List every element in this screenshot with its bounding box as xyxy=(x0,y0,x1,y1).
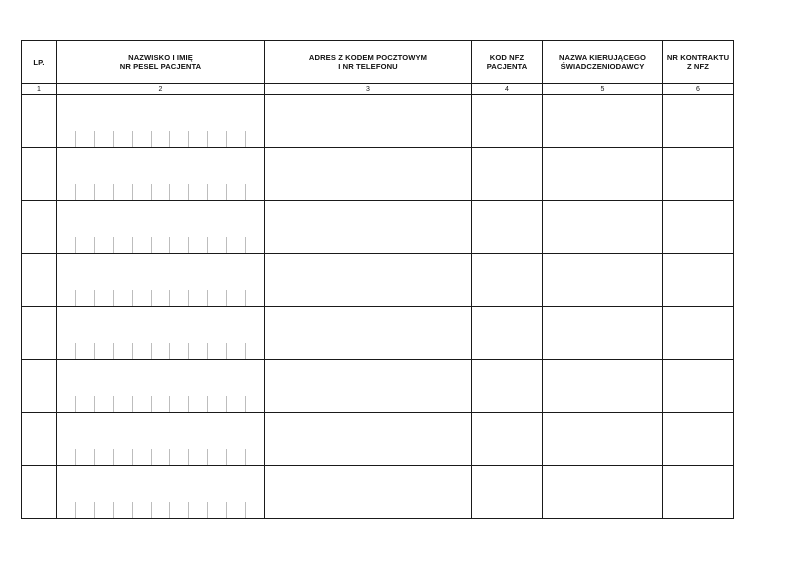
cell-lp[interactable] xyxy=(22,201,57,254)
pesel-digit-box[interactable] xyxy=(188,237,207,253)
cell-address[interactable] xyxy=(265,148,472,201)
table-row xyxy=(22,148,734,201)
patient-register-table xyxy=(21,40,734,519)
cell-contract-number[interactable] xyxy=(663,95,734,148)
cell-lp[interactable] xyxy=(22,307,57,360)
pesel-digit-box[interactable] xyxy=(75,449,94,465)
pesel-digit-box[interactable] xyxy=(132,290,151,306)
cell-contract-number[interactable] xyxy=(663,307,734,360)
cell-name-pesel[interactable] xyxy=(57,201,265,254)
table-row xyxy=(22,307,734,360)
cell-referring-provider[interactable] xyxy=(543,201,663,254)
cell-nfz-code[interactable] xyxy=(472,413,543,466)
column-number: 1 xyxy=(22,84,57,95)
cell-nfz-code[interactable] xyxy=(472,254,543,307)
pesel-digit-box[interactable] xyxy=(151,396,170,412)
pesel-digit-boxes xyxy=(57,343,264,359)
cell-nfz-code[interactable] xyxy=(472,360,543,413)
pesel-digit-box[interactable] xyxy=(75,396,94,412)
table-row xyxy=(22,413,734,466)
pesel-digit-box[interactable] xyxy=(57,184,75,200)
header-address: ADRES Z KODEM POCZTOWYM I NR TELEFONU xyxy=(265,41,472,84)
pesel-digit-box[interactable] xyxy=(151,184,170,200)
pesel-digit-box[interactable] xyxy=(94,131,113,147)
column-number: 6 xyxy=(663,84,734,95)
cell-address[interactable] xyxy=(265,307,472,360)
table-row xyxy=(22,360,734,413)
cell-referring-provider[interactable] xyxy=(543,360,663,413)
pesel-digit-box[interactable] xyxy=(57,343,75,359)
pesel-digit-box[interactable] xyxy=(75,131,94,147)
cell-referring-provider[interactable] xyxy=(543,148,663,201)
pesel-digit-boxes xyxy=(57,184,264,200)
table-body xyxy=(22,95,734,519)
pesel-digit-box[interactable] xyxy=(151,131,170,147)
cell-lp[interactable] xyxy=(22,254,57,307)
pesel-digit-box[interactable] xyxy=(113,290,132,306)
pesel-digit-box[interactable] xyxy=(113,184,132,200)
cell-address[interactable] xyxy=(265,413,472,466)
pesel-digit-box[interactable] xyxy=(226,131,245,147)
cell-name-pesel[interactable] xyxy=(57,254,265,307)
cell-contract-number[interactable] xyxy=(663,254,734,307)
pesel-digit-box[interactable] xyxy=(94,396,113,412)
header-lp: LP. xyxy=(22,41,57,84)
cell-referring-provider[interactable] xyxy=(543,466,663,519)
pesel-digit-box[interactable] xyxy=(113,396,132,412)
table-row xyxy=(22,254,734,307)
pesel-digit-boxes xyxy=(57,396,264,412)
pesel-digit-box[interactable] xyxy=(169,290,188,306)
cell-nfz-code[interactable] xyxy=(472,307,543,360)
pesel-digit-box[interactable] xyxy=(94,290,113,306)
cell-contract-number[interactable] xyxy=(663,201,734,254)
pesel-digit-box[interactable] xyxy=(132,449,151,465)
pesel-digit-box[interactable] xyxy=(207,131,226,147)
pesel-digit-box[interactable] xyxy=(151,343,170,359)
cell-contract-number[interactable] xyxy=(663,413,734,466)
cell-lp[interactable] xyxy=(22,466,57,519)
pesel-digit-box[interactable] xyxy=(75,502,94,518)
pesel-digit-box[interactable] xyxy=(113,343,132,359)
pesel-digit-box[interactable] xyxy=(226,237,245,253)
cell-address[interactable] xyxy=(265,466,472,519)
cell-contract-number[interactable] xyxy=(663,148,734,201)
pesel-digit-box[interactable] xyxy=(113,237,132,253)
pesel-digit-boxes xyxy=(57,502,264,518)
pesel-digit-box[interactable] xyxy=(245,343,264,359)
pesel-digit-box[interactable] xyxy=(132,396,151,412)
pesel-digit-box[interactable] xyxy=(151,449,170,465)
cell-name-pesel[interactable] xyxy=(57,307,265,360)
table-row xyxy=(22,201,734,254)
pesel-digit-box[interactable] xyxy=(113,449,132,465)
pesel-digit-box[interactable] xyxy=(151,290,170,306)
cell-lp[interactable] xyxy=(22,413,57,466)
cell-name-pesel[interactable] xyxy=(57,95,265,148)
pesel-digit-box[interactable] xyxy=(169,396,188,412)
pesel-digit-box[interactable] xyxy=(245,290,264,306)
cell-lp[interactable] xyxy=(22,360,57,413)
header-referring-provider: NAZWA KIERUJĄCEGO ŚWIADCZENIODAWCY xyxy=(543,41,663,84)
pesel-digit-box[interactable] xyxy=(57,131,75,147)
pesel-digit-box[interactable] xyxy=(245,131,264,147)
cell-referring-provider[interactable] xyxy=(543,254,663,307)
pesel-digit-box[interactable] xyxy=(169,184,188,200)
pesel-digit-box[interactable] xyxy=(207,343,226,359)
pesel-digit-box[interactable] xyxy=(169,343,188,359)
pesel-digit-box[interactable] xyxy=(132,131,151,147)
pesel-digit-box[interactable] xyxy=(57,449,75,465)
pesel-digit-box[interactable] xyxy=(151,237,170,253)
pesel-digit-box[interactable] xyxy=(226,449,245,465)
cell-name-pesel[interactable] xyxy=(57,148,265,201)
cell-lp[interactable] xyxy=(22,95,57,148)
table-row xyxy=(22,95,734,148)
column-number: 2 xyxy=(57,84,265,95)
pesel-digit-box[interactable] xyxy=(169,237,188,253)
pesel-digit-box[interactable] xyxy=(94,502,113,518)
pesel-digit-box[interactable] xyxy=(245,449,264,465)
cell-address[interactable] xyxy=(265,95,472,148)
cell-contract-number[interactable] xyxy=(663,466,734,519)
pesel-digit-box[interactable] xyxy=(207,396,226,412)
pesel-digit-box[interactable] xyxy=(57,502,75,518)
pesel-digit-box[interactable] xyxy=(207,290,226,306)
cell-referring-provider[interactable] xyxy=(543,95,663,148)
pesel-digit-boxes xyxy=(57,131,264,147)
pesel-digit-box[interactable] xyxy=(75,290,94,306)
cell-contract-number[interactable] xyxy=(663,360,734,413)
pesel-digit-box[interactable] xyxy=(245,396,264,412)
header-name-pesel: NAZWISKO I IMIĘ NR PESEL PACJENTA xyxy=(57,41,265,84)
pesel-digit-box[interactable] xyxy=(57,396,75,412)
pesel-digit-box[interactable] xyxy=(75,343,94,359)
pesel-digit-box[interactable] xyxy=(75,184,94,200)
pesel-digit-boxes xyxy=(57,290,264,306)
pesel-digit-box[interactable] xyxy=(226,290,245,306)
column-number-row xyxy=(22,84,734,95)
pesel-digit-box[interactable] xyxy=(188,502,207,518)
pesel-digit-boxes xyxy=(57,237,264,253)
pesel-digit-box[interactable] xyxy=(226,343,245,359)
cell-nfz-code[interactable] xyxy=(472,466,543,519)
pesel-digit-box[interactable] xyxy=(94,237,113,253)
pesel-digit-box[interactable] xyxy=(169,502,188,518)
pesel-digit-box[interactable] xyxy=(57,290,75,306)
header-row xyxy=(22,41,734,84)
pesel-digit-box[interactable] xyxy=(188,449,207,465)
cell-lp[interactable] xyxy=(22,148,57,201)
pesel-digit-box[interactable] xyxy=(207,237,226,253)
cell-name-pesel[interactable] xyxy=(57,360,265,413)
pesel-digit-box[interactable] xyxy=(132,502,151,518)
cell-nfz-code[interactable] xyxy=(472,95,543,148)
pesel-digit-box[interactable] xyxy=(132,184,151,200)
pesel-digit-box[interactable] xyxy=(188,184,207,200)
pesel-digit-box[interactable] xyxy=(75,237,94,253)
cell-name-pesel[interactable] xyxy=(57,466,265,519)
pesel-digit-box[interactable] xyxy=(207,184,226,200)
cell-address[interactable] xyxy=(265,360,472,413)
pesel-digit-box[interactable] xyxy=(132,343,151,359)
pesel-digit-box[interactable] xyxy=(113,502,132,518)
column-number: 5 xyxy=(543,84,663,95)
pesel-digit-box[interactable] xyxy=(132,237,151,253)
cell-referring-provider[interactable] xyxy=(543,413,663,466)
pesel-digit-box[interactable] xyxy=(151,502,170,518)
pesel-digit-box[interactable] xyxy=(94,449,113,465)
table-row xyxy=(22,466,734,519)
pesel-digit-box[interactable] xyxy=(245,184,264,200)
cell-name-pesel[interactable] xyxy=(57,413,265,466)
pesel-digit-box[interactable] xyxy=(226,184,245,200)
column-number: 4 xyxy=(472,84,543,95)
pesel-digit-box[interactable] xyxy=(207,449,226,465)
header-nfz-code: KOD NFZ PACJENTA xyxy=(472,41,543,84)
pesel-digit-box[interactable] xyxy=(188,343,207,359)
pesel-digit-boxes xyxy=(57,449,264,465)
pesel-digit-box[interactable] xyxy=(188,396,207,412)
pesel-digit-box[interactable] xyxy=(188,131,207,147)
pesel-digit-box[interactable] xyxy=(245,502,264,518)
pesel-digit-box[interactable] xyxy=(169,449,188,465)
pesel-digit-box[interactable] xyxy=(113,131,132,147)
pesel-digit-box[interactable] xyxy=(94,184,113,200)
column-number: 3 xyxy=(265,84,472,95)
pesel-digit-box[interactable] xyxy=(226,396,245,412)
cell-nfz-code[interactable] xyxy=(472,148,543,201)
cell-address[interactable] xyxy=(265,254,472,307)
pesel-digit-box[interactable] xyxy=(169,131,188,147)
pesel-digit-box[interactable] xyxy=(188,290,207,306)
cell-address[interactable] xyxy=(265,201,472,254)
cell-referring-provider[interactable] xyxy=(543,307,663,360)
cell-nfz-code[interactable] xyxy=(472,201,543,254)
pesel-digit-box[interactable] xyxy=(57,237,75,253)
pesel-digit-box[interactable] xyxy=(94,343,113,359)
pesel-digit-box[interactable] xyxy=(226,502,245,518)
pesel-digit-box[interactable] xyxy=(207,502,226,518)
header-contract-number: NR KONTRAKTU Z NFZ xyxy=(663,41,734,84)
pesel-digit-box[interactable] xyxy=(245,237,264,253)
